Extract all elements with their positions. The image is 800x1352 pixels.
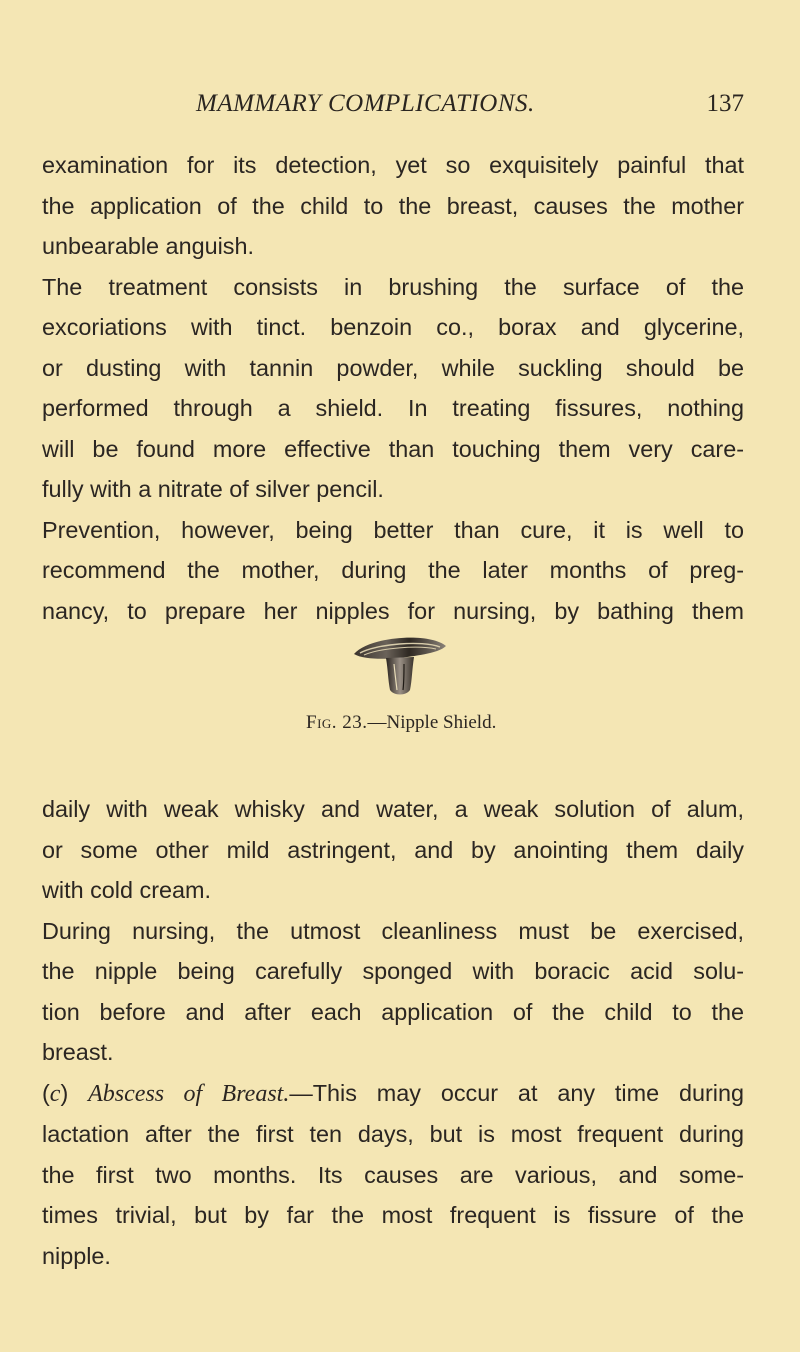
abscess-heading-line — [42, 1073, 744, 1115]
text-line: with cold cream. — [42, 877, 211, 903]
text-block-top — [42, 145, 744, 631]
section-heading: Abscess of Breast. — [88, 1080, 290, 1107]
text-line: The treatment consists in brushing the surface of the — [42, 273, 744, 300]
text-block-bottom — [42, 789, 744, 1276]
text-line: the nipple being carefully sponged with boracic acid solu- — [42, 958, 744, 984]
text-line: performed through a shield. In treating fissures, nothing — [42, 395, 744, 421]
text-line: breast. — [42, 1039, 114, 1065]
text-line: unbearable anguish. — [42, 233, 254, 259]
text-line: nancy, to prepare her nipples for nursing, by bathing them — [42, 597, 744, 624]
text-line: will be found more effective than touching them very care- — [42, 435, 744, 462]
text-line-rest: —This may occur at any time during — [289, 1079, 745, 1106]
page-number: 137 — [706, 90, 744, 117]
text-line: nipple. — [42, 1242, 111, 1269]
text-line: or dusting with tannin powder, while suckling should be — [42, 354, 744, 381]
text-line: During nursing, the utmost cleanliness must be exercised, — [42, 917, 744, 944]
text-line: examination for its detection, yet so exquisitely painful that — [42, 152, 744, 178]
section-marker-close: ) — [60, 1079, 69, 1106]
nipple-shield-illustration — [350, 628, 450, 698]
running-title: MAMMARY COMPLICATIONS. — [196, 90, 535, 117]
text-line: recommend the mother, during the later months of preg- — [42, 557, 744, 583]
text-line: tion before and after each application of the child to the — [42, 998, 744, 1025]
text-line: times trivial, but by far the most frequent is fissure of the — [42, 1202, 744, 1228]
figure-caption-text: —Nipple Shield. — [367, 712, 497, 733]
text-line: fully with a nitrate of silver pencil. — [42, 476, 384, 502]
section-marker-open: ( — [42, 1079, 50, 1106]
figure-caption — [306, 712, 496, 734]
section-marker-letter: c — [49, 1080, 61, 1107]
text-line: Prevention, however, being better than cure, it is well to — [42, 516, 744, 543]
text-line: the application of the child to the breast, causes the mother — [42, 192, 744, 219]
text-line: the first two months. Its causes are various, and some- — [42, 1161, 744, 1188]
text-line: excoriations with tinct. benzoin co., borax and glycerine, — [42, 314, 744, 340]
text-line: lactation after the first ten days, but is most frequent during — [42, 1121, 744, 1147]
figure-label: Fig. 23. — [306, 712, 368, 733]
text-line: or some other mild astringent, and by anointing them daily — [42, 836, 744, 863]
running-head — [196, 90, 744, 124]
text-line: daily with weak whisky and water, a weak solution of alum, — [42, 796, 744, 822]
